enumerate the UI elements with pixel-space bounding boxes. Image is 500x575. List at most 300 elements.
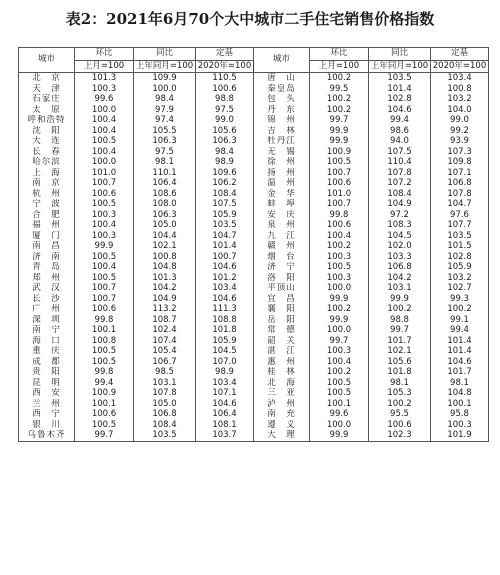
city-name: 杭 州 — [19, 189, 75, 200]
header-base: 定基 — [431, 48, 489, 61]
table-row — [19, 409, 489, 420]
mom-value: 99.6 — [310, 409, 369, 420]
yoy-value: 101.8 — [369, 367, 431, 378]
mom-value: 99.5 — [310, 84, 369, 95]
mom-value: 99.9 — [310, 315, 369, 326]
mom-value: 100.5 — [310, 388, 369, 399]
city-name: 大 理 — [254, 430, 310, 441]
base-value: 99.0 — [431, 115, 489, 126]
base-value: 100.1 — [431, 399, 489, 410]
header-city: 城市 — [19, 48, 75, 73]
table-row — [19, 262, 489, 273]
table-row — [19, 147, 489, 158]
header-yoy-sub: 上年同月=100 — [134, 60, 196, 73]
city-name: 扬 州 — [254, 168, 310, 179]
base-value: 101.4 — [431, 346, 489, 357]
base-value: 93.9 — [431, 136, 489, 147]
header-base-sub: 2020年=100 — [196, 60, 254, 73]
base-value: 106.4 — [196, 409, 254, 420]
mom-value: 100.4 — [75, 115, 134, 126]
base-value: 108.8 — [196, 315, 254, 326]
base-value: 107.8 — [431, 189, 489, 200]
base-value: 103.4 — [196, 283, 254, 294]
mom-value: 100.3 — [310, 346, 369, 357]
city-name: 襄 阳 — [254, 304, 310, 315]
header-mom-sub: 上月=100 — [75, 60, 134, 73]
city-name: 沈 阳 — [19, 126, 75, 137]
yoy-value: 98.1 — [134, 157, 196, 168]
base-value: 108.4 — [196, 189, 254, 200]
page-title: 表2：2021年6月70个大中城市二手住宅销售价格指数 — [65, 10, 435, 28]
mom-value: 99.9 — [310, 294, 369, 305]
base-value: 111.3 — [196, 304, 254, 315]
city-name: 北 海 — [254, 378, 310, 389]
yoy-value: 104.9 — [369, 199, 431, 210]
base-value: 104.7 — [431, 199, 489, 210]
mom-value: 100.5 — [75, 420, 134, 431]
yoy-value: 99.7 — [369, 325, 431, 336]
base-value: 108.1 — [196, 420, 254, 431]
yoy-value: 105.0 — [134, 399, 196, 410]
mom-value: 99.9 — [75, 241, 134, 252]
mom-value: 100.5 — [310, 378, 369, 389]
yoy-value: 102.8 — [369, 94, 431, 105]
mom-value: 100.6 — [75, 189, 134, 200]
yoy-value: 105.6 — [369, 357, 431, 368]
mom-value: 100.4 — [310, 231, 369, 242]
mom-value: 100.1 — [310, 399, 369, 410]
city-name: 秦皇岛 — [254, 84, 310, 95]
city-name: 韶 关 — [254, 336, 310, 347]
header-base: 定基 — [196, 48, 254, 61]
mom-value: 100.5 — [310, 157, 369, 168]
table-row — [19, 220, 489, 231]
yoy-value: 110.1 — [134, 168, 196, 179]
base-value: 104.6 — [196, 294, 254, 305]
yoy-value: 100.2 — [369, 399, 431, 410]
mom-value: 100.9 — [75, 388, 134, 399]
mom-value: 100.3 — [310, 252, 369, 263]
base-value: 100.8 — [431, 84, 489, 95]
mom-value: 99.9 — [310, 126, 369, 137]
mom-value: 100.5 — [75, 273, 134, 284]
city-name: 常 德 — [254, 325, 310, 336]
yoy-value: 108.3 — [369, 220, 431, 231]
table-row — [19, 325, 489, 336]
yoy-value: 101.3 — [134, 273, 196, 284]
yoy-value: 103.1 — [369, 283, 431, 294]
yoy-value: 97.5 — [134, 147, 196, 158]
city-name: 太 原 — [19, 105, 75, 116]
yoy-value: 94.0 — [369, 136, 431, 147]
header-yoy: 同比 — [134, 48, 196, 61]
base-value: 98.1 — [431, 378, 489, 389]
table-row — [19, 346, 489, 357]
table-row — [19, 273, 489, 284]
mom-value: 100.5 — [75, 252, 134, 263]
yoy-value: 103.5 — [134, 430, 196, 441]
city-name: 南 昌 — [19, 241, 75, 252]
table-body — [19, 73, 489, 442]
mom-value: 100.4 — [310, 357, 369, 368]
mom-value: 101.0 — [310, 189, 369, 200]
base-value: 103.7 — [196, 430, 254, 441]
city-name: 北 京 — [19, 73, 75, 84]
yoy-value: 107.2 — [369, 178, 431, 189]
table-row — [19, 283, 489, 294]
header-base-sub: 2020年=100 — [431, 60, 489, 73]
city-name: 郑 州 — [19, 273, 75, 284]
base-value: 107.1 — [196, 388, 254, 399]
city-name: 上 海 — [19, 168, 75, 179]
yoy-value: 103.3 — [369, 252, 431, 263]
yoy-value: 108.0 — [134, 199, 196, 210]
city-name: 平顶山 — [254, 283, 310, 294]
mom-value: 100.4 — [75, 220, 134, 231]
base-value: 95.8 — [431, 409, 489, 420]
city-name: 宜 昌 — [254, 294, 310, 305]
base-value: 103.5 — [196, 220, 254, 231]
yoy-value: 108.4 — [369, 189, 431, 200]
yoy-value: 104.2 — [134, 283, 196, 294]
yoy-value: 105.5 — [134, 126, 196, 137]
table-row — [19, 199, 489, 210]
base-value: 103.4 — [431, 73, 489, 84]
yoy-value: 98.8 — [369, 315, 431, 326]
base-value: 100.6 — [196, 84, 254, 95]
table-row — [19, 367, 489, 378]
table-row — [19, 136, 489, 147]
base-value: 98.9 — [196, 367, 254, 378]
city-name: 蚌 埠 — [254, 199, 310, 210]
base-value: 106.2 — [196, 178, 254, 189]
mom-value: 100.1 — [75, 325, 134, 336]
yoy-value: 108.7 — [134, 315, 196, 326]
city-name: 丹 东 — [254, 105, 310, 116]
yoy-value: 98.1 — [369, 378, 431, 389]
mom-value: 100.6 — [75, 409, 134, 420]
mom-value: 100.2 — [310, 241, 369, 252]
mom-value: 100.7 — [310, 199, 369, 210]
city-name: 成 都 — [19, 357, 75, 368]
city-name: 贵 阳 — [19, 367, 75, 378]
city-name: 长 春 — [19, 147, 75, 158]
city-name: 南 充 — [254, 409, 310, 420]
mom-value: 100.2 — [310, 105, 369, 116]
mom-value: 100.2 — [310, 73, 369, 84]
base-value: 107.0 — [196, 357, 254, 368]
city-name: 合 肥 — [19, 210, 75, 221]
base-value: 103.2 — [431, 273, 489, 284]
mom-value: 100.6 — [310, 220, 369, 231]
city-name: 昆 明 — [19, 378, 75, 389]
mom-value: 100.0 — [310, 283, 369, 294]
yoy-value: 102.4 — [134, 325, 196, 336]
yoy-value: 107.5 — [369, 147, 431, 158]
mom-value: 100.3 — [75, 210, 134, 221]
mom-value: 100.7 — [75, 178, 134, 189]
mom-value: 101.3 — [75, 73, 134, 84]
city-name: 厦 门 — [19, 231, 75, 242]
city-name: 锦 州 — [254, 115, 310, 126]
header-mom-sub: 上月=100 — [310, 60, 369, 73]
table-row — [19, 241, 489, 252]
yoy-value: 106.8 — [134, 409, 196, 420]
yoy-value: 104.6 — [369, 105, 431, 116]
base-value: 103.2 — [431, 94, 489, 105]
mom-value: 100.2 — [310, 367, 369, 378]
header-city: 城市 — [254, 48, 310, 73]
city-name: 吉 林 — [254, 126, 310, 137]
table-row — [19, 252, 489, 263]
city-name: 三 亚 — [254, 388, 310, 399]
yoy-value: 107.8 — [369, 168, 431, 179]
base-value: 105.9 — [431, 262, 489, 273]
table-row — [19, 105, 489, 116]
table-row — [19, 210, 489, 221]
base-value: 99.3 — [431, 294, 489, 305]
mom-value: 100.0 — [75, 157, 134, 168]
yoy-value: 102.3 — [369, 430, 431, 441]
city-name: 泸 州 — [254, 399, 310, 410]
city-name: 长 沙 — [19, 294, 75, 305]
yoy-value: 99.9 — [369, 294, 431, 305]
base-value: 104.7 — [196, 231, 254, 242]
yoy-value: 102.1 — [369, 346, 431, 357]
base-value: 102.7 — [431, 283, 489, 294]
mom-value: 100.9 — [310, 147, 369, 158]
mom-value: 99.6 — [75, 94, 134, 105]
mom-value: 100.1 — [75, 399, 134, 410]
mom-value: 101.0 — [75, 168, 134, 179]
base-value: 105.6 — [196, 126, 254, 137]
yoy-value: 107.8 — [134, 388, 196, 399]
yoy-value: 105.0 — [134, 220, 196, 231]
table-row — [19, 378, 489, 389]
mom-value: 100.3 — [75, 231, 134, 242]
table-row — [19, 94, 489, 105]
city-name: 湛 江 — [254, 346, 310, 357]
base-value: 101.5 — [431, 241, 489, 252]
base-value: 100.2 — [431, 304, 489, 315]
yoy-value: 98.4 — [134, 94, 196, 105]
base-value: 98.4 — [196, 147, 254, 158]
base-value: 103.4 — [196, 378, 254, 389]
mom-value: 99.9 — [310, 430, 369, 441]
city-name: 海 口 — [19, 336, 75, 347]
base-value: 107.7 — [431, 220, 489, 231]
base-value: 109.6 — [196, 168, 254, 179]
header-mom: 环比 — [310, 48, 369, 61]
table-row — [19, 231, 489, 242]
yoy-value: 107.4 — [134, 336, 196, 347]
header-yoy-sub: 上年同月=100 — [369, 60, 431, 73]
header-mom: 环比 — [75, 48, 134, 61]
base-value: 101.4 — [196, 241, 254, 252]
mom-value: 100.7 — [75, 283, 134, 294]
base-value: 101.9 — [431, 430, 489, 441]
yoy-value: 97.4 — [134, 115, 196, 126]
city-name: 深 圳 — [19, 315, 75, 326]
city-name: 济 宁 — [254, 262, 310, 273]
table-row — [19, 157, 489, 168]
mom-value: 100.0 — [75, 105, 134, 116]
yoy-value: 109.9 — [134, 73, 196, 84]
table-row — [19, 73, 489, 84]
city-name: 兰 州 — [19, 399, 75, 410]
yoy-value: 101.7 — [369, 336, 431, 347]
city-name: 石家庄 — [19, 94, 75, 105]
mom-value: 100.7 — [75, 294, 134, 305]
mom-value: 99.9 — [310, 136, 369, 147]
mom-value: 100.2 — [310, 94, 369, 105]
base-value: 103.5 — [431, 231, 489, 242]
mom-value: 100.7 — [310, 168, 369, 179]
table-row — [19, 84, 489, 95]
mom-value: 100.5 — [310, 262, 369, 273]
yoy-value: 106.8 — [369, 262, 431, 273]
base-value: 105.9 — [196, 336, 254, 347]
yoy-value: 98.6 — [369, 126, 431, 137]
mom-value: 100.8 — [75, 336, 134, 347]
mom-value: 99.4 — [75, 378, 134, 389]
mom-value: 99.8 — [75, 367, 134, 378]
yoy-value: 95.5 — [369, 409, 431, 420]
yoy-value: 103.5 — [369, 73, 431, 84]
header-yoy: 同比 — [369, 48, 431, 61]
city-name: 桂 林 — [254, 367, 310, 378]
base-value: 97.5 — [196, 105, 254, 116]
city-name: 西 宁 — [19, 409, 75, 420]
table-row — [19, 315, 489, 326]
city-name: 安 庆 — [254, 210, 310, 221]
city-name: 唐 山 — [254, 73, 310, 84]
yoy-value: 102.1 — [134, 241, 196, 252]
yoy-value: 100.2 — [369, 304, 431, 315]
city-name: 银 川 — [19, 420, 75, 431]
mom-value: 100.4 — [75, 147, 134, 158]
base-value: 105.9 — [196, 210, 254, 221]
base-value: 104.8 — [431, 388, 489, 399]
city-name: 遵 义 — [254, 420, 310, 431]
city-name: 赣 州 — [254, 241, 310, 252]
city-name: 温 州 — [254, 178, 310, 189]
yoy-value: 106.7 — [134, 357, 196, 368]
mom-value: 100.0 — [310, 420, 369, 431]
table-row — [19, 189, 489, 200]
table-row — [19, 294, 489, 305]
base-value: 101.8 — [196, 325, 254, 336]
yoy-value: 108.6 — [134, 189, 196, 200]
base-value: 104.5 — [196, 346, 254, 357]
city-name: 宁 波 — [19, 199, 75, 210]
table-row — [19, 430, 489, 441]
yoy-value: 104.2 — [369, 273, 431, 284]
city-name: 呼和浩特 — [19, 115, 75, 126]
city-name: 洛 阳 — [254, 273, 310, 284]
base-value: 101.7 — [431, 367, 489, 378]
base-value: 107.1 — [431, 168, 489, 179]
city-name: 包 头 — [254, 94, 310, 105]
mom-value: 99.8 — [310, 210, 369, 221]
table-row — [19, 178, 489, 189]
yoy-value: 113.2 — [134, 304, 196, 315]
table-header — [19, 48, 489, 73]
base-value: 107.5 — [196, 199, 254, 210]
base-value: 104.6 — [196, 262, 254, 273]
yoy-value: 105.3 — [369, 388, 431, 399]
city-name: 武 汉 — [19, 283, 75, 294]
table-row — [19, 420, 489, 431]
table-row — [19, 388, 489, 399]
city-name: 广 州 — [19, 304, 75, 315]
mom-value: 99.7 — [310, 115, 369, 126]
base-value: 107.3 — [431, 147, 489, 158]
city-name: 金 华 — [254, 189, 310, 200]
base-value: 102.8 — [431, 252, 489, 263]
base-value: 100.7 — [196, 252, 254, 263]
yoy-value: 106.4 — [134, 178, 196, 189]
yoy-value: 106.3 — [134, 210, 196, 221]
yoy-value: 97.9 — [134, 105, 196, 116]
yoy-value: 98.5 — [134, 367, 196, 378]
yoy-value: 100.0 — [134, 84, 196, 95]
mom-value: 100.0 — [310, 325, 369, 336]
city-name: 惠 州 — [254, 357, 310, 368]
table-row — [19, 357, 489, 368]
yoy-value: 104.8 — [134, 262, 196, 273]
table-row — [19, 336, 489, 347]
table-row — [19, 304, 489, 315]
yoy-value: 101.4 — [369, 84, 431, 95]
mom-value: 100.2 — [310, 304, 369, 315]
yoy-value: 102.0 — [369, 241, 431, 252]
mom-value: 100.3 — [310, 273, 369, 284]
mom-value: 100.5 — [75, 346, 134, 357]
city-name: 九 江 — [254, 231, 310, 242]
city-name: 大 连 — [19, 136, 75, 147]
city-name: 泉 州 — [254, 220, 310, 231]
base-value: 109.8 — [431, 157, 489, 168]
city-name: 烟 台 — [254, 252, 310, 263]
base-value: 99.2 — [431, 126, 489, 137]
base-value: 99.1 — [431, 315, 489, 326]
city-name: 重 庆 — [19, 346, 75, 357]
mom-value: 100.6 — [75, 304, 134, 315]
base-value: 104.6 — [431, 357, 489, 368]
base-value: 101.2 — [196, 273, 254, 284]
mom-value: 100.4 — [75, 262, 134, 273]
city-name: 福 州 — [19, 220, 75, 231]
city-name: 济 南 — [19, 252, 75, 263]
mom-value: 99.8 — [75, 315, 134, 326]
table-row — [19, 115, 489, 126]
base-value: 99.4 — [431, 325, 489, 336]
base-value: 106.8 — [431, 178, 489, 189]
base-value: 98.8 — [196, 94, 254, 105]
yoy-value: 110.4 — [369, 157, 431, 168]
yoy-value: 105.4 — [134, 346, 196, 357]
base-value: 104.6 — [196, 399, 254, 410]
yoy-value: 97.2 — [369, 210, 431, 221]
mom-value: 100.5 — [75, 357, 134, 368]
base-value: 110.5 — [196, 73, 254, 84]
base-value: 106.3 — [196, 136, 254, 147]
mom-value: 100.5 — [75, 136, 134, 147]
yoy-value: 104.9 — [134, 294, 196, 305]
city-name: 南 京 — [19, 178, 75, 189]
city-name: 牡丹江 — [254, 136, 310, 147]
